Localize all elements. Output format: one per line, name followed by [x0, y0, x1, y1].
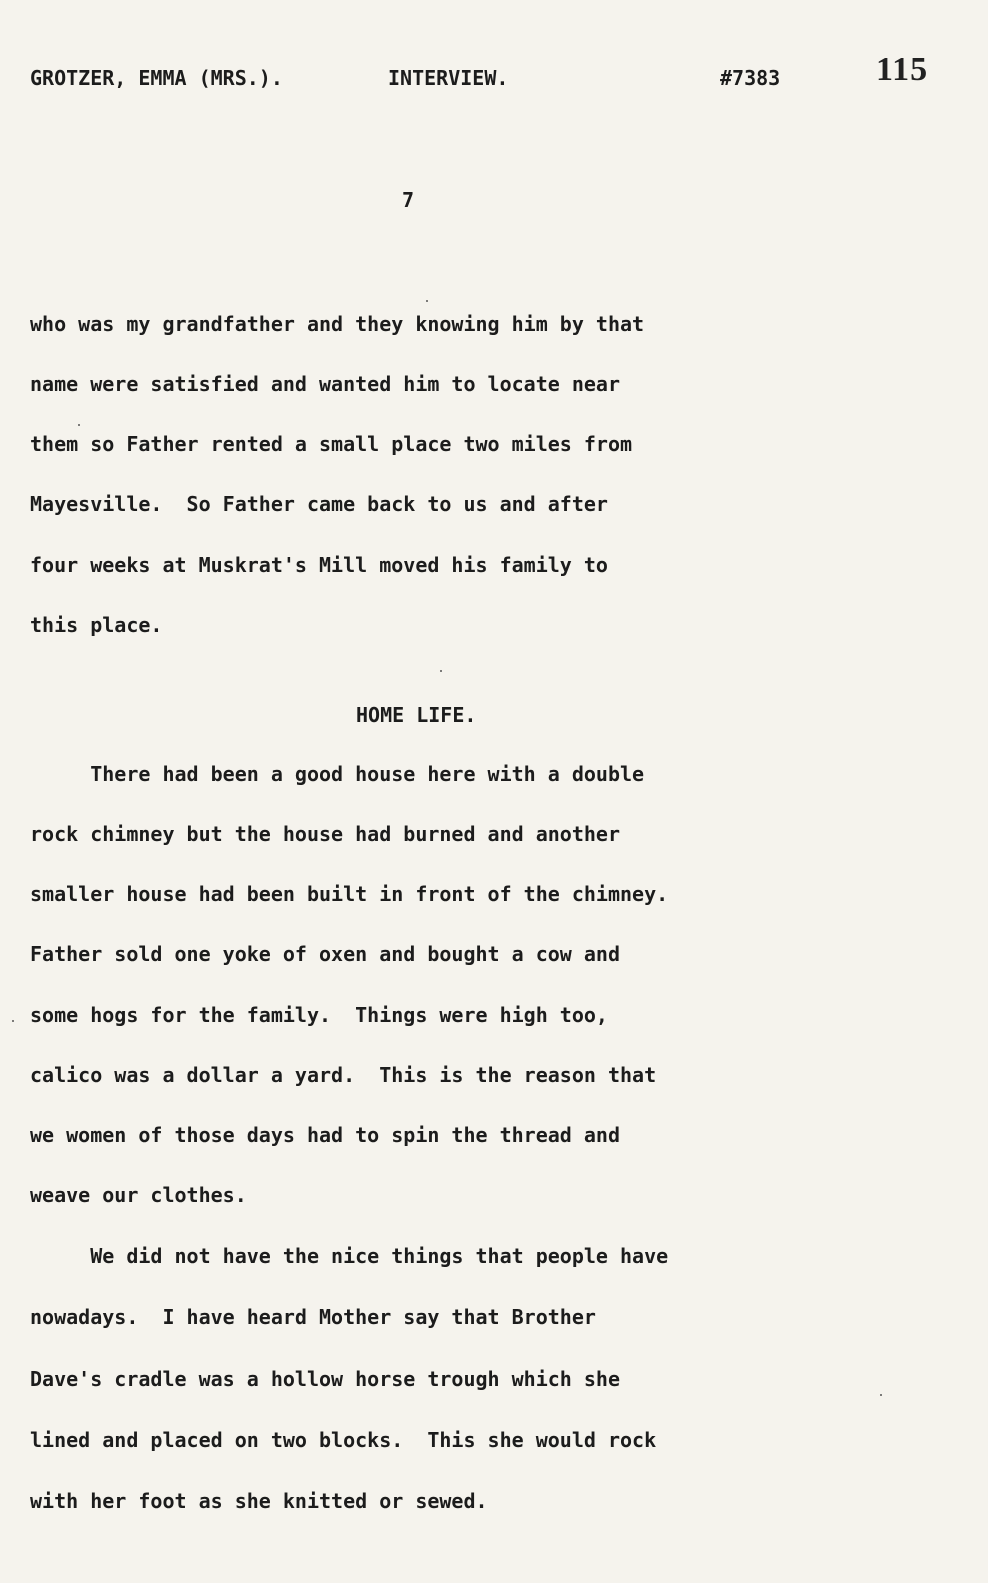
text-line: name were satisfied and wanted him to locate near — [30, 372, 621, 396]
paper-speck — [880, 1394, 882, 1396]
text-line: Father sold one yoke of oxen and bought a cow and — [30, 942, 621, 966]
section-heading: HOME LIFE. — [356, 703, 477, 727]
text-line: calico was a dollar a yard. This is the reason that — [30, 1063, 657, 1087]
text-line: We did not have the nice things that people have — [30, 1244, 669, 1268]
text-line: we women of those days had to spin the thread and — [30, 1123, 621, 1147]
paper-speck — [426, 300, 428, 302]
document-type-label: INTERVIEW. — [388, 66, 509, 90]
text-line: There had been a good house here with a double — [30, 762, 645, 786]
text-line: nowadays. I have heard Mother say that Brother — [30, 1305, 596, 1329]
text-line: this place. — [30, 613, 163, 637]
text-line: Mayesville. So Father came back to us and after — [30, 492, 608, 516]
text-line: Dave's cradle was a hollow horse trough which she — [30, 1367, 621, 1391]
text-line: some hogs for the family. Things were high too, — [30, 1003, 608, 1027]
page-sequence-number: 7 — [402, 188, 415, 212]
text-line: lined and placed on two blocks. This she would rock — [30, 1428, 657, 1452]
paper-speck — [78, 424, 80, 426]
page-number-stamp: 115 — [876, 51, 929, 88]
text-line: who was my grandfather and they knowing him by that — [30, 312, 645, 336]
text-line: them so Father rented a small place two miles from — [30, 432, 633, 456]
text-line: with her foot as she knitted or sewed. — [30, 1489, 488, 1513]
interviewee-name: GROTZER, EMMA (MRS.). — [30, 66, 283, 90]
paper-speck — [12, 1020, 14, 1022]
text-line: four weeks at Muskrat's Mill moved his family to — [30, 553, 608, 577]
text-line: smaller house had been built in front of the chimney. — [30, 882, 669, 906]
text-line: rock chimney but the house had burned and another — [30, 822, 621, 846]
interview-number: #7383 — [720, 66, 781, 90]
text-line: weave our clothes. — [30, 1183, 247, 1207]
paper-speck — [440, 670, 442, 672]
